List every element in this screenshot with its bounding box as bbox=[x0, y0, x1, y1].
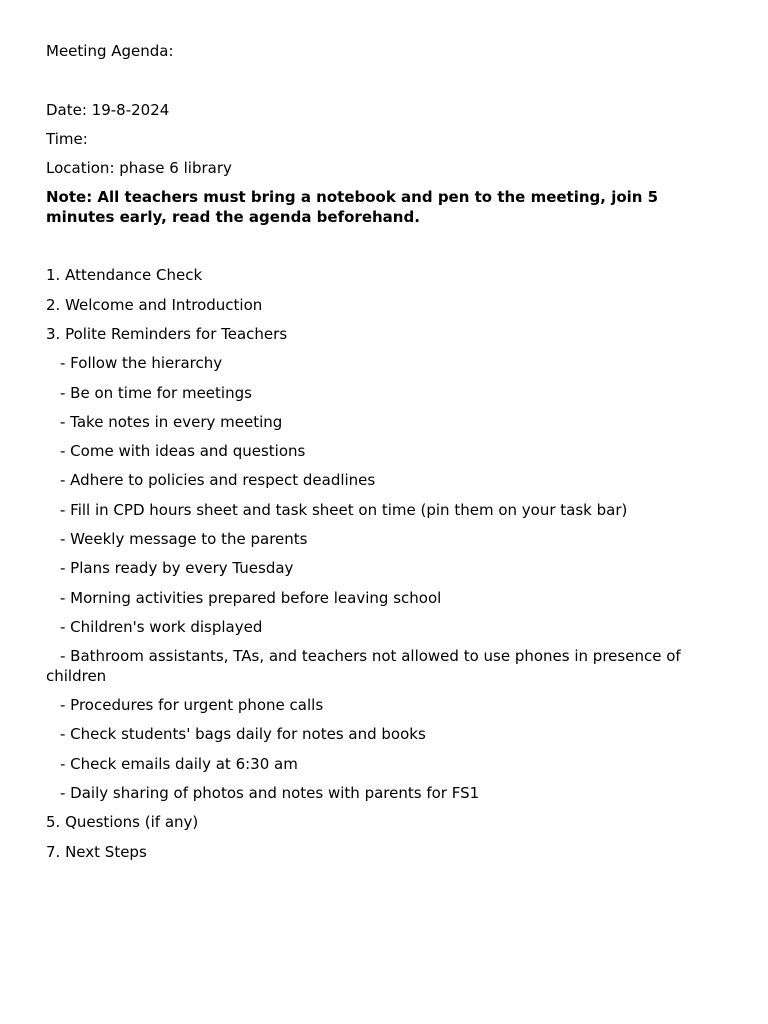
meeting-location: Location: phase 6 library bbox=[46, 159, 232, 178]
reminder-item: - Bathroom assistants, TAs, and teachers not allowed to use phones in presence of children bbox=[46, 647, 686, 685]
reminder-item: - Be on time for meetings bbox=[60, 383, 252, 402]
reminder-item: - Follow the hierarchy bbox=[60, 354, 223, 373]
document-page bbox=[46, 42, 726, 872]
reminder-item: - Daily sharing of photos and notes with parents for FS1 bbox=[60, 783, 480, 802]
agenda-item-next-steps: 7. Next Steps bbox=[46, 842, 147, 861]
meeting-note: Note: All teachers must bring a notebook and pen to the meeting, join 5 minutes early, read the agenda beforehand. bbox=[46, 188, 664, 226]
agenda-title: Meeting Agenda: bbox=[46, 42, 174, 60]
agenda-item-reminders: 3. Polite Reminders for Teachers bbox=[46, 324, 288, 343]
reminder-item: - Fill in CPD hours sheet and task sheet on time (pin them on your task bar) bbox=[60, 500, 628, 519]
agenda-item-welcome: 2. Welcome and Introduction bbox=[46, 295, 263, 314]
reminder-item: - Weekly message to the parents bbox=[60, 530, 308, 549]
meeting-time: Time: bbox=[46, 129, 88, 148]
reminder-item: - Come with ideas and questions bbox=[60, 442, 306, 461]
reminder-item: - Adhere to policies and respect deadlines bbox=[60, 471, 376, 490]
meeting-date: Date: 19-8-2024 bbox=[46, 100, 170, 119]
reminder-item: - Plans ready by every Tuesday bbox=[60, 559, 294, 578]
reminder-item: - Procedures for urgent phone calls bbox=[60, 696, 324, 715]
agenda-item-questions: 5. Questions (if any) bbox=[46, 813, 199, 832]
reminder-item: - Check students' bags daily for notes and books bbox=[60, 725, 426, 744]
reminder-item: - Check emails daily at 6:30 am bbox=[60, 754, 298, 773]
reminder-item: - Take notes in every meeting bbox=[60, 412, 283, 431]
reminder-item: - Children's work displayed bbox=[60, 617, 263, 636]
agenda-item-attendance: 1. Attendance Check bbox=[46, 266, 203, 285]
reminder-item: - Morning activities prepared before leaving school bbox=[60, 588, 442, 607]
